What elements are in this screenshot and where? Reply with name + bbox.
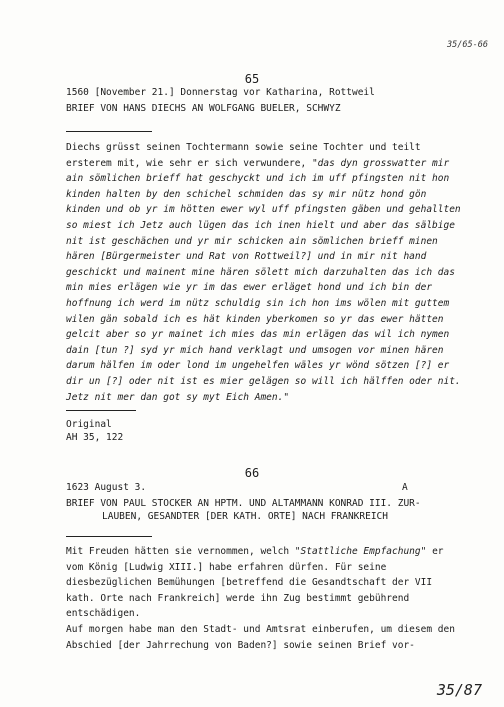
handwritten-page-mark: 35/87 xyxy=(436,681,482,699)
document-title: BRIEF VON HANS DIECHS AN WOLFGANG BUELER, SCHWYZ xyxy=(66,103,341,114)
document-marker: A xyxy=(402,482,408,493)
source-label: Original xyxy=(66,419,112,430)
document-number: 66 xyxy=(244,466,260,480)
source-rule xyxy=(66,410,136,411)
paragraph-1-rest: er vom König [Ludwig XIII.] habe erfahren dürfen. Für seine diesbezüglichen Bemühungen [betreffend die Gesandtschaft der VII kath. Orte nach Frankreich] werde ihn Zug bestimmt gebührend entschädigen. xyxy=(66,546,444,620)
body-quote: "das dyn grosswatter mir ain sömlichen brieff hat geschyckt und ich im uff pfingsten nit hon kinden halten by den schichel schmiden das sy mir nütz hond gön kinden und ob yr im hötten ewer wyl uff pfingsten gäben und gehallten so miest ich Jetz auch lügen das ich inen hielt und aber das sälbige nit ist geschächen und yr mir schicken ain sömlichen brieff minen hären [Bürgermeister und Rat von Rottweil?] und in mir nit hand geschickt und mainent mine hären sölett mich darzuhalten das ich das min mies erlägen wie yr im das ewer erläget hond und ich bin der hoffnung ich werd im nütz schuldig sin ich hon ims wölen mit guttem wilen gän sobald ich es hät kinden yberkomen so yr das ewer hätten gelcit aber so yr mainet ich mies das min erlägen das wil ich nymen dain [tun ?] syd yr mich hand verklagt und umsogen vor minen hären darum hälfen im oder lond im ungehelfen wäles yr wönd sötzen [?] er dir un [?] oder nit ist es mier gelägen so will ich hälffen oder nit. Jetz nit mer dan got sy myt Eich Amen." xyxy=(66,157,461,403)
document-title-continued: LAUBEN, GESANDTER [DER KATH. ORTE] NACH FRANKREICH xyxy=(102,511,388,522)
document-date-line: 1623 August 3. xyxy=(66,482,147,493)
document-body xyxy=(66,544,464,653)
section-rule xyxy=(66,536,152,537)
body-intro: Diechs grüsst seinen Tochtermann sowie seine Tochter und teilt ersterem mit, wie sehr er sich verwundere, xyxy=(66,142,421,169)
document-date-line: 1560 [November 21.] Donnerstag vor Katharina, Rottweil xyxy=(66,87,375,98)
document-title: BRIEF VON PAUL STOCKER AN HPTM. UND ALTAMMANN KONRAD III. ZUR- xyxy=(66,498,421,509)
document-body xyxy=(66,140,464,405)
paragraph-2: Auf morgen habe man den Stadt- und Amtsrat einberufen, um diesem den Abschied [der Jahrrechung von Baden?] sowie seinen Brief vor- xyxy=(66,623,455,651)
archive-reference: 35/65-66 xyxy=(447,40,488,50)
paragraph-1-start: Mit Freuden hätten sie vernommen, welch xyxy=(66,546,295,557)
section-rule xyxy=(66,131,152,132)
paragraph-1-quote: "Stattliche Empfachung" xyxy=(294,546,427,557)
source-reference: AH 35, 122 xyxy=(66,432,124,443)
document-number: 65 xyxy=(244,72,260,86)
